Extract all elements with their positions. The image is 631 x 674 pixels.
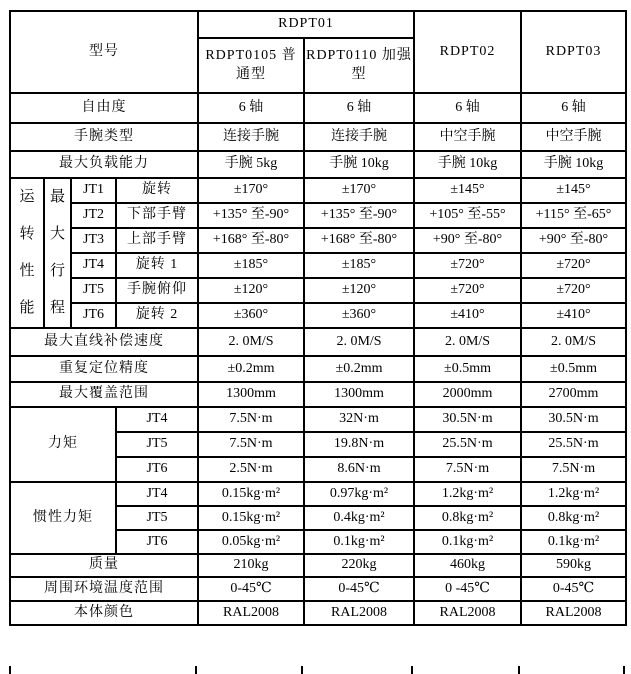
spec-cell: +135° 至-90°	[198, 203, 304, 228]
model-rdpt0110-cell: RDPT0110 加强型	[304, 38, 414, 93]
spec-cell: RAL2008	[304, 601, 414, 625]
row-label: 最大直线补偿速度	[10, 328, 198, 356]
joint-id: JT6	[116, 530, 198, 554]
joint-id: JT3	[71, 228, 116, 253]
spec-cell: ±720°	[414, 253, 521, 278]
spec-cell: 2. 0M/S	[198, 328, 304, 356]
vertical-label: 运转性能	[19, 189, 35, 316]
joint-name: 旋转 2	[116, 303, 198, 328]
spec-cell: ±720°	[521, 253, 626, 278]
spec-cell: 0.1kg·m²	[304, 530, 414, 554]
model-rdpt03-cell: RDPT03	[521, 11, 626, 93]
row-label: 最大负载能力	[10, 151, 198, 178]
table-continuation-stub	[518, 666, 520, 674]
spec-cell: ±360°	[304, 303, 414, 328]
spec-cell: ±145°	[414, 178, 521, 203]
header-row-group	[10, 11, 626, 38]
spec-cell: +135° 至-90°	[304, 203, 414, 228]
joint-id: JT5	[116, 432, 198, 457]
torque-label-cell: 力矩	[10, 407, 116, 482]
spec-cell: 6 轴	[198, 93, 304, 123]
row-payload	[10, 151, 626, 178]
spec-cell: 0.15kg·m²	[198, 482, 304, 506]
spec-cell: 0-45℃	[521, 577, 626, 601]
row-label: 最大覆盖范围	[10, 382, 198, 407]
spec-cell: 2. 0M/S	[304, 328, 414, 356]
spec-cell: 手腕 10kg	[304, 151, 414, 178]
spec-cell: 0.05kg·m²	[198, 530, 304, 554]
spec-cell: ±0.2mm	[198, 356, 304, 382]
spec-cell: ±0.5mm	[521, 356, 626, 382]
row-temperature	[10, 577, 626, 601]
joint-id: JT4	[71, 253, 116, 278]
row-label: 质量	[10, 554, 198, 577]
spec-cell: ±720°	[521, 278, 626, 303]
joint-id: JT5	[71, 278, 116, 303]
row-label: 本体颜色	[10, 601, 198, 625]
table-continuation-stub	[411, 666, 413, 674]
spec-cell: ±185°	[198, 253, 304, 278]
spec-cell: +115° 至-65°	[521, 203, 626, 228]
table-continuation-stub	[301, 666, 303, 674]
spec-cell: 460kg	[414, 554, 521, 577]
row-label: 手腕类型	[10, 123, 198, 151]
spec-cell: 0.4kg·m²	[304, 506, 414, 530]
row-jt6	[10, 303, 626, 328]
spec-cell: 手腕 5kg	[198, 151, 304, 178]
row-accuracy	[10, 356, 626, 382]
robot-spec-table	[9, 10, 627, 626]
spec-cell: 1300mm	[304, 382, 414, 407]
row-label: 周围环境温度范围	[10, 577, 198, 601]
spec-cell: ±170°	[304, 178, 414, 203]
spec-cell: ±145°	[521, 178, 626, 203]
spec-cell: 2. 0M/S	[414, 328, 521, 356]
model-label-cell: 型号	[10, 11, 198, 93]
row-mass	[10, 554, 626, 577]
spec-cell: 手腕 10kg	[414, 151, 521, 178]
row-jt2	[10, 203, 626, 228]
row-jt3	[10, 228, 626, 253]
spec-cell: 6 轴	[414, 93, 521, 123]
row-inertia-jt4	[10, 482, 626, 506]
joint-id: JT2	[71, 203, 116, 228]
inertia-label-cell: 惯性力矩	[10, 482, 116, 554]
model-rdpt0105-cell: RDPT0105 普通型	[198, 38, 304, 93]
motion-performance-label-cell	[10, 178, 44, 328]
row-torque-jt4	[10, 407, 626, 432]
spec-cell: 2.5N·m	[198, 457, 304, 482]
spec-cell: 中空手腕	[414, 123, 521, 151]
spec-cell: 0.8kg·m²	[521, 506, 626, 530]
joint-id: JT4	[116, 482, 198, 506]
spec-cell: 8.6N·m	[304, 457, 414, 482]
joint-name: 下部手臂	[116, 203, 198, 228]
row-jt5	[10, 278, 626, 303]
row-reach	[10, 382, 626, 407]
spec-cell: 590kg	[521, 554, 626, 577]
spec-cell: 0-45℃	[198, 577, 304, 601]
row-label: 自由度	[10, 93, 198, 123]
model-group-cell: RDPT01	[198, 11, 414, 38]
spec-cell: +168° 至-80°	[198, 228, 304, 253]
spec-cell: 0-45℃	[304, 577, 414, 601]
model-rdpt02-cell: RDPT02	[414, 11, 521, 93]
spec-cell: ±410°	[414, 303, 521, 328]
spec-cell: RAL2008	[414, 601, 521, 625]
table-continuation-stub	[195, 666, 197, 674]
row-body-color	[10, 601, 626, 625]
row-jt1	[10, 178, 626, 203]
spec-cell: 210kg	[198, 554, 304, 577]
spec-cell: 7.5N·m	[521, 457, 626, 482]
spec-cell: 0.8kg·m²	[414, 506, 521, 530]
joint-name: 手腕俯仰	[116, 278, 198, 303]
spec-cell: 6 轴	[304, 93, 414, 123]
spec-cell: 2. 0M/S	[521, 328, 626, 356]
row-label: 重复定位精度	[10, 356, 198, 382]
spec-cell: 19.8N·m	[304, 432, 414, 457]
joint-name: 上部手臂	[116, 228, 198, 253]
spec-cell: 1.2kg·m²	[414, 482, 521, 506]
spec-cell: 2700mm	[521, 382, 626, 407]
joint-id: JT4	[116, 407, 198, 432]
table-continuation-stub	[9, 666, 11, 674]
max-travel-label-cell	[44, 178, 71, 328]
joint-name: 旋转	[116, 178, 198, 203]
spec-cell: 2000mm	[414, 382, 521, 407]
spec-cell: ±410°	[521, 303, 626, 328]
joint-id: JT5	[116, 506, 198, 530]
spec-cell: 0.1kg·m²	[521, 530, 626, 554]
spec-cell: ±185°	[304, 253, 414, 278]
spec-cell: RAL2008	[521, 601, 626, 625]
spec-cell: 0 -45℃	[414, 577, 521, 601]
spec-cell: 7.5N·m	[414, 457, 521, 482]
spec-cell: ±0.2mm	[304, 356, 414, 382]
spec-cell: +168° 至-80°	[304, 228, 414, 253]
spec-cell: 0.1kg·m²	[414, 530, 521, 554]
joint-name: 旋转 1	[116, 253, 198, 278]
spec-cell: ±0.5mm	[414, 356, 521, 382]
spec-cell: 25.5N·m	[414, 432, 521, 457]
spec-cell: +90° 至-80°	[521, 228, 626, 253]
spec-cell: 6 轴	[521, 93, 626, 123]
spec-cell: 25.5N·m	[521, 432, 626, 457]
row-wrist-type	[10, 123, 626, 151]
spec-cell: ±720°	[414, 278, 521, 303]
spec-cell: RAL2008	[198, 601, 304, 625]
spec-cell: ±170°	[198, 178, 304, 203]
row-speed	[10, 328, 626, 356]
spec-cell: ±360°	[198, 303, 304, 328]
row-freedom	[10, 93, 626, 123]
spec-cell: 手腕 10kg	[521, 151, 626, 178]
spec-cell: 30.5N·m	[414, 407, 521, 432]
table-continuation-stub	[623, 666, 625, 674]
spec-cell: 0.15kg·m²	[198, 506, 304, 530]
spec-cell: 7.5N·m	[198, 432, 304, 457]
spec-cell: 1300mm	[198, 382, 304, 407]
spec-cell: 连接手腕	[198, 123, 304, 151]
spec-cell: 7.5N·m	[198, 407, 304, 432]
spec-cell: 连接手腕	[304, 123, 414, 151]
spec-cell: 30.5N·m	[521, 407, 626, 432]
spec-cell: 0.97kg·m²	[304, 482, 414, 506]
spec-cell: ±120°	[198, 278, 304, 303]
spec-cell: 1.2kg·m²	[521, 482, 626, 506]
spec-cell: 220kg	[304, 554, 414, 577]
joint-id: JT6	[116, 457, 198, 482]
spec-cell: 32N·m	[304, 407, 414, 432]
row-jt4	[10, 253, 626, 278]
spec-cell: 中空手腕	[521, 123, 626, 151]
spec-cell: +90° 至-80°	[414, 228, 521, 253]
joint-id: JT6	[71, 303, 116, 328]
vertical-label: 最大行程	[49, 189, 65, 316]
spec-cell: +105° 至-55°	[414, 203, 521, 228]
spec-cell: ±120°	[304, 278, 414, 303]
joint-id: JT1	[71, 178, 116, 203]
